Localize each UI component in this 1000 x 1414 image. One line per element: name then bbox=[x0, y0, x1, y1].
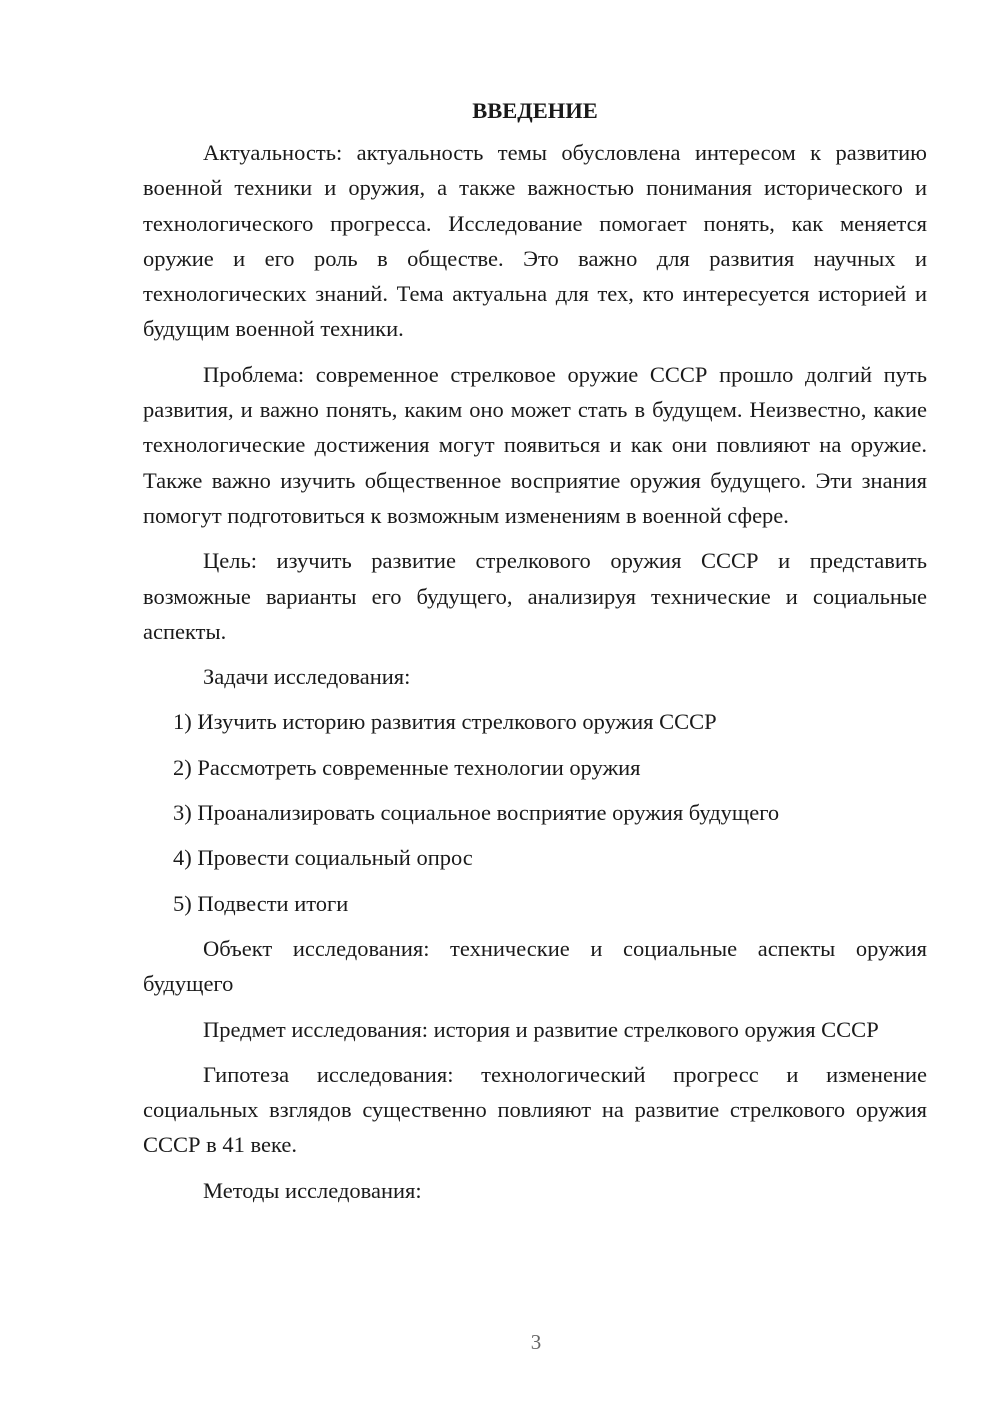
task-item: 4) Провести социальный опрос bbox=[173, 845, 473, 871]
subject-paragraph: Предмет исследования: история и развитие стрелкового оружия СССР bbox=[203, 1016, 879, 1042]
page-number: 3 bbox=[530, 1330, 542, 1354]
task-item: 2) Рассмотреть современные технологии оружия bbox=[173, 754, 641, 780]
tasks-title: Задачи исследования: bbox=[203, 664, 411, 690]
tasks-list bbox=[143, 704, 927, 920]
hypothesis-paragraph: Гипотеза исследования: технологический прогресс и изменение социальных взглядов существенно повлияют на развитие стрелкового оружия СССР в 41 веке. bbox=[143, 1061, 927, 1158]
task-item: 5) Подвести итоги bbox=[173, 890, 349, 916]
problem-paragraph: Проблема: современное стрелковое оружие СССР прошло долгий путь развития, и важно понять, каким оно может стать в будущем. Неизвестно, какие технологические достижения могут появиться и как они повлияют на оружие. Также важно изучить общественное восприятие оружия будущего. Эти знания помогут подготовиться к возможным изменениям в военной сфере. bbox=[143, 361, 927, 528]
task-item: 1) Изучить историю развития стрелкового оружия СССР bbox=[173, 709, 717, 735]
relevance-paragraph: Актуальность: актуальность темы обусловлена интересом к развитию военной техники и оружия, а также важностью понимания исторического и технологического прогресса. Исследование помогает понять, как меняется оружие и его роль в обществе. Это важно для развития научных и технологических знаний. Тема актуальна для тех, кто интересуется историей и будущим военной техники. bbox=[143, 140, 927, 342]
section-heading: ВВЕДЕНИЕ bbox=[472, 98, 598, 123]
goal-paragraph: Цель: изучить развитие стрелкового оружия СССР и представить возможные варианты его будущего, анализируя технические и социальные аспекты. bbox=[143, 548, 927, 644]
object-paragraph: Объект исследования: технические и социальные аспекты оружия будущего bbox=[143, 935, 927, 997]
methods-title: Методы исследования: bbox=[203, 1177, 422, 1203]
task-item: 3) Проанализировать социальное восприятие оружия будущего bbox=[173, 800, 780, 826]
document-page bbox=[143, 92, 927, 1218]
